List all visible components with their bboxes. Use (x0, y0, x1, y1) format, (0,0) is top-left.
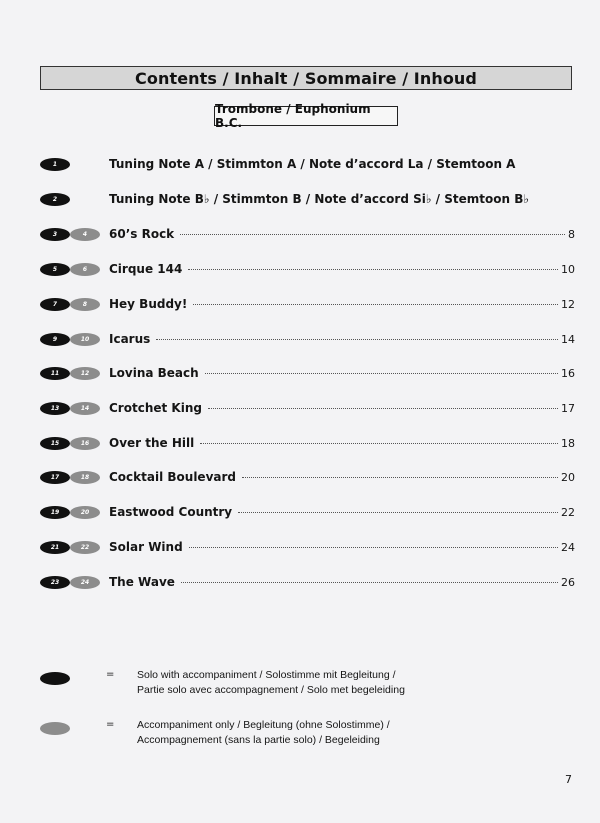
piece-title: Solar Wind (109, 540, 183, 554)
solo-track-disc-icon: 17 (40, 471, 70, 484)
track-discs (40, 228, 104, 242)
track-discs (40, 402, 104, 416)
accompaniment-track-disc-icon: 18 (70, 471, 100, 484)
piece-title: 60’s Rock (109, 227, 175, 241)
track-discs (40, 333, 104, 347)
equals-sign: = (106, 669, 115, 680)
solo-track-disc-icon: 7 (40, 298, 70, 311)
solo-track-disc-icon: 19 (40, 506, 70, 519)
legend-line: Partie solo avec accompagnement / Solo met begeleiding (137, 684, 405, 696)
solo-track-disc-icon: 5 (40, 263, 70, 276)
solo-disc-icon (40, 672, 70, 685)
toc-entry (40, 259, 575, 281)
dot-leader (193, 304, 558, 305)
equals-sign: = (106, 719, 115, 730)
accompaniment-track-disc-icon: 14 (70, 402, 100, 415)
contents-header (40, 66, 572, 90)
toc-entry (40, 294, 575, 316)
toc-entry (40, 224, 575, 246)
contents-title: Contents / Inhalt / Sommaire / Inhoud (135, 68, 477, 88)
accompaniment-track-disc-icon: 4 (70, 228, 100, 241)
legend-description (137, 668, 437, 698)
page-number: 7 (565, 773, 572, 786)
track-discs (40, 298, 104, 312)
page-ref: 17 (561, 402, 575, 415)
legend-description (137, 718, 437, 748)
piece-title: The Wave (109, 575, 175, 589)
track-discs (40, 263, 104, 277)
toc-row (109, 227, 575, 241)
solo-track-disc-icon: 13 (40, 402, 70, 415)
page-ref: 12 (561, 298, 575, 311)
dot-leader (238, 512, 558, 513)
track-discs (40, 471, 104, 485)
accompaniment-track-disc-icon: 22 (70, 541, 100, 554)
piece-title: Crotchet King (109, 401, 202, 415)
piece-title: Cirque 144 (109, 262, 183, 276)
toc-row (109, 575, 575, 589)
toc-entry (40, 329, 575, 351)
page-ref: 10 (561, 263, 575, 276)
toc-row (109, 401, 575, 415)
toc-entry (40, 502, 575, 524)
dot-leader (188, 269, 558, 270)
dot-leader (208, 408, 558, 409)
track-discs (40, 541, 104, 555)
toc-entry (40, 363, 575, 385)
track-discs (40, 437, 104, 451)
track-discs (40, 158, 104, 172)
tuning-note-title: Tuning Note B♭ / Stimmton B / Note d’accord Si♭ / Stemtoon B♭ (109, 192, 530, 206)
legend-line: Accompagnement (sans la partie solo) / Begeleiding (137, 734, 380, 746)
toc-entry (40, 398, 575, 420)
accompaniment-disc-icon (40, 722, 70, 735)
page-ref: 14 (561, 333, 575, 346)
toc-entry (40, 154, 575, 176)
toc-row (109, 262, 575, 276)
solo-track-disc-icon: 3 (40, 228, 70, 241)
accompaniment-track-disc-icon: 8 (70, 298, 100, 311)
piece-title: Eastwood Country (109, 505, 233, 519)
instrument-label: Trombone / Euphonium B.C. (214, 106, 398, 126)
toc-row (109, 470, 575, 484)
toc-row (109, 505, 575, 519)
track-discs (40, 367, 104, 381)
track-discs (40, 576, 104, 590)
piece-title: Cocktail Boulevard (109, 470, 236, 484)
page-ref: 26 (561, 576, 575, 589)
dot-leader (181, 582, 558, 583)
accompaniment-track-disc-icon: 20 (70, 506, 100, 519)
toc-entry (40, 572, 575, 594)
toc-row (109, 297, 575, 311)
accompaniment-track-disc-icon: 10 (70, 333, 100, 346)
track-discs (40, 506, 104, 520)
toc-row (109, 366, 575, 380)
page-ref: 16 (561, 367, 575, 380)
solo-track-disc-icon: 1 (40, 158, 70, 171)
solo-track-disc-icon: 23 (40, 576, 70, 589)
accompaniment-track-disc-icon: 6 (70, 263, 100, 276)
tuning-note-title: Tuning Note A / Stimmton A / Note d’accord La / Stemtoon A (109, 157, 516, 171)
track-discs (40, 193, 104, 207)
page-ref: 20 (561, 471, 575, 484)
accompaniment-track-disc-icon: 24 (70, 576, 100, 589)
piece-title: Icarus (109, 332, 151, 346)
toc-entry (40, 189, 575, 211)
page-ref: 24 (561, 541, 575, 554)
piece-title: Lovina Beach (109, 366, 199, 380)
dot-leader (189, 547, 558, 548)
toc-row (109, 436, 575, 450)
accompaniment-track-disc-icon: 12 (70, 367, 100, 380)
legend-line: Accompaniment only / Begleitung (ohne Solostimme) / (137, 719, 390, 731)
solo-track-disc-icon: 11 (40, 367, 70, 380)
toc-row (109, 332, 575, 346)
legend-line: Solo with accompaniment / Solostimme mit Begleitung / (137, 669, 396, 681)
toc-row (109, 540, 575, 554)
piece-title: Over the Hill (109, 436, 195, 450)
solo-track-disc-icon: 2 (40, 193, 70, 206)
dot-leader (205, 373, 558, 374)
dot-leader (156, 339, 558, 340)
dot-leader (242, 477, 558, 478)
toc-entry (40, 537, 575, 559)
solo-track-disc-icon: 15 (40, 437, 70, 450)
dot-leader (200, 443, 558, 444)
page-ref: 18 (561, 437, 575, 450)
page-ref: 22 (561, 506, 575, 519)
toc-entry (40, 467, 575, 489)
page-ref: 8 (568, 228, 575, 241)
toc-entry (40, 433, 575, 455)
solo-track-disc-icon: 9 (40, 333, 70, 346)
accompaniment-track-disc-icon: 16 (70, 437, 100, 450)
dot-leader (180, 234, 565, 235)
solo-track-disc-icon: 21 (40, 541, 70, 554)
piece-title: Hey Buddy! (109, 297, 188, 311)
